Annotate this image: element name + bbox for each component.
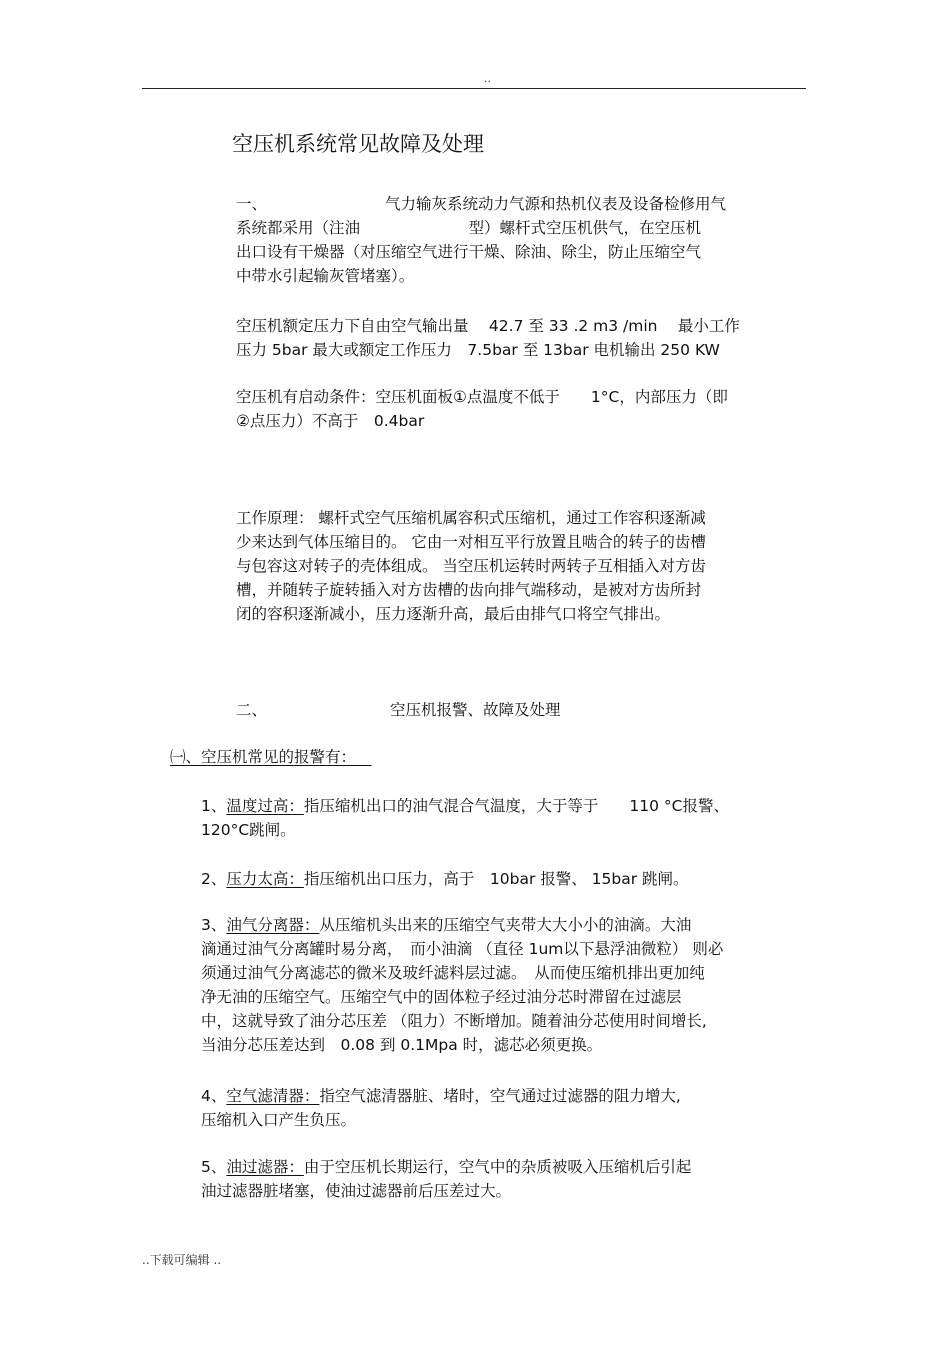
startup-line: ②点压力）不高于 0.4bar	[236, 412, 425, 430]
subsection-heading	[170, 745, 372, 769]
section2-marker: 二、	[236, 701, 268, 719]
item-text: 当油分芯压差达到 0.08 到 0.1Mpa 时，滤芯必须更换。	[201, 1036, 603, 1054]
item-text: 从压缩机头出来的压缩空气夹带大大小小的油滴。大油	[319, 916, 692, 934]
item-number: 3、	[201, 916, 227, 934]
item-text: 指压缩机出口的油气混合气温度，大于等于 110 °C报警、	[303, 797, 729, 815]
item-text: 由于空压机长期运行，空气中的杂质被吸入压缩机后引起	[303, 1158, 692, 1176]
item-term: 油气分离器：	[226, 916, 320, 934]
item-number: 4、	[201, 1087, 227, 1105]
section1-line: 系统都采用（注油 型）螺杆式空压机供气，在空压机	[236, 219, 702, 237]
item-text: 压缩机入口产生负压。	[201, 1111, 357, 1129]
item-term: 油过滤器：	[226, 1158, 304, 1176]
alarm-item-air-filter	[201, 1084, 681, 1108]
item-number: 2、	[201, 870, 227, 888]
principle-line: 与包容这对转子的壳体组成。 当空压机运转时两转子互相插入对方齿	[236, 557, 706, 575]
item-number: 5、	[201, 1158, 227, 1176]
specs-line: 压力 5bar 最大或额定工作压力 7.5bar 至 13bar 电机输出 250 KW	[236, 341, 720, 359]
item-text: 指压缩机出口压力，高于 10bar 报警、 15bar 跳闸。	[303, 870, 689, 888]
section2-title: 空压机报警、故障及处理	[390, 701, 561, 719]
item-text: 油过滤器脏堵塞，使油过滤器前后压差过大。	[201, 1182, 512, 1200]
header-dots: ..	[484, 72, 491, 85]
alarm-item-oil-separator	[201, 913, 691, 937]
item-number: 1、	[201, 797, 227, 815]
header-rule	[142, 88, 806, 89]
startup-line: 空压机有启动条件：空压机面板①点温度不低于 1°C，内部压力（即	[236, 388, 728, 406]
principle-line: 工作原理： 螺杆式空气压缩机属容积式压缩机，通过工作容积逐渐减	[236, 509, 706, 527]
item-term: 温度过高：	[226, 797, 304, 815]
alarm-item-pressure	[201, 867, 689, 891]
item-text: 中，这就导致了油分芯压差 （阻力）不断增加。随着油分芯使用时间增长,	[201, 1012, 707, 1030]
principle-line: 槽，并随转子旋转插入对方齿槽的齿向排气端移动，是被对方齿所封	[236, 581, 702, 599]
item-text: 净无油的压缩空气。压缩空气中的固体粒子经过油分芯时滞留在过滤层	[201, 988, 682, 1006]
section1-line: 中带水引起输灰管堵塞）。	[236, 267, 415, 285]
item-term: 压力太高：	[226, 870, 304, 888]
alarm-item-oil-filter	[201, 1155, 691, 1179]
section1-line: 出口设有干燥器（对压缩空气进行干燥、除油、除尘，防止压缩空气	[236, 243, 702, 261]
principle-line: 闭的容积逐渐减小，压力逐渐升高，最后由排气口将空气排出。	[236, 605, 671, 623]
alarm-item-temperature	[201, 794, 729, 818]
item-text: 滴通过油气分离罐时易分离， 而小油滴 （直径 1um以下悬浮油微粒） 则必	[201, 940, 724, 958]
document-title: 空压机系统常见故障及处理	[232, 132, 484, 156]
item-text: 须通过油气分离滤芯的微米及玻纤滤料层过滤。 从而使压缩机排出更加纯	[201, 964, 705, 982]
specs-line: 空压机额定压力下自由空气输出量 42.7 至 33 .2 m3 /min 最小工作	[236, 317, 740, 335]
item-text: 120°C跳闸。	[201, 821, 296, 839]
footer-note: ..下载可编辑 ..	[142, 1253, 222, 1267]
section1-line: 气力输灰系统动力气源和热机仪表及设备检修用气	[385, 195, 727, 213]
subsection-underline	[356, 748, 372, 766]
section1-marker: 一、	[236, 195, 268, 213]
subsection-label: ㈠、空压机常见的报警有：	[170, 748, 357, 766]
principle-line: 少来达到气体压缩目的。 它由一对相互平行放置且啮合的转子的齿槽	[236, 533, 706, 551]
item-term: 空气滤清器：	[226, 1087, 320, 1105]
item-text: 指空气滤清器脏、堵时，空气通过过滤器的阻力增大,	[319, 1087, 681, 1105]
